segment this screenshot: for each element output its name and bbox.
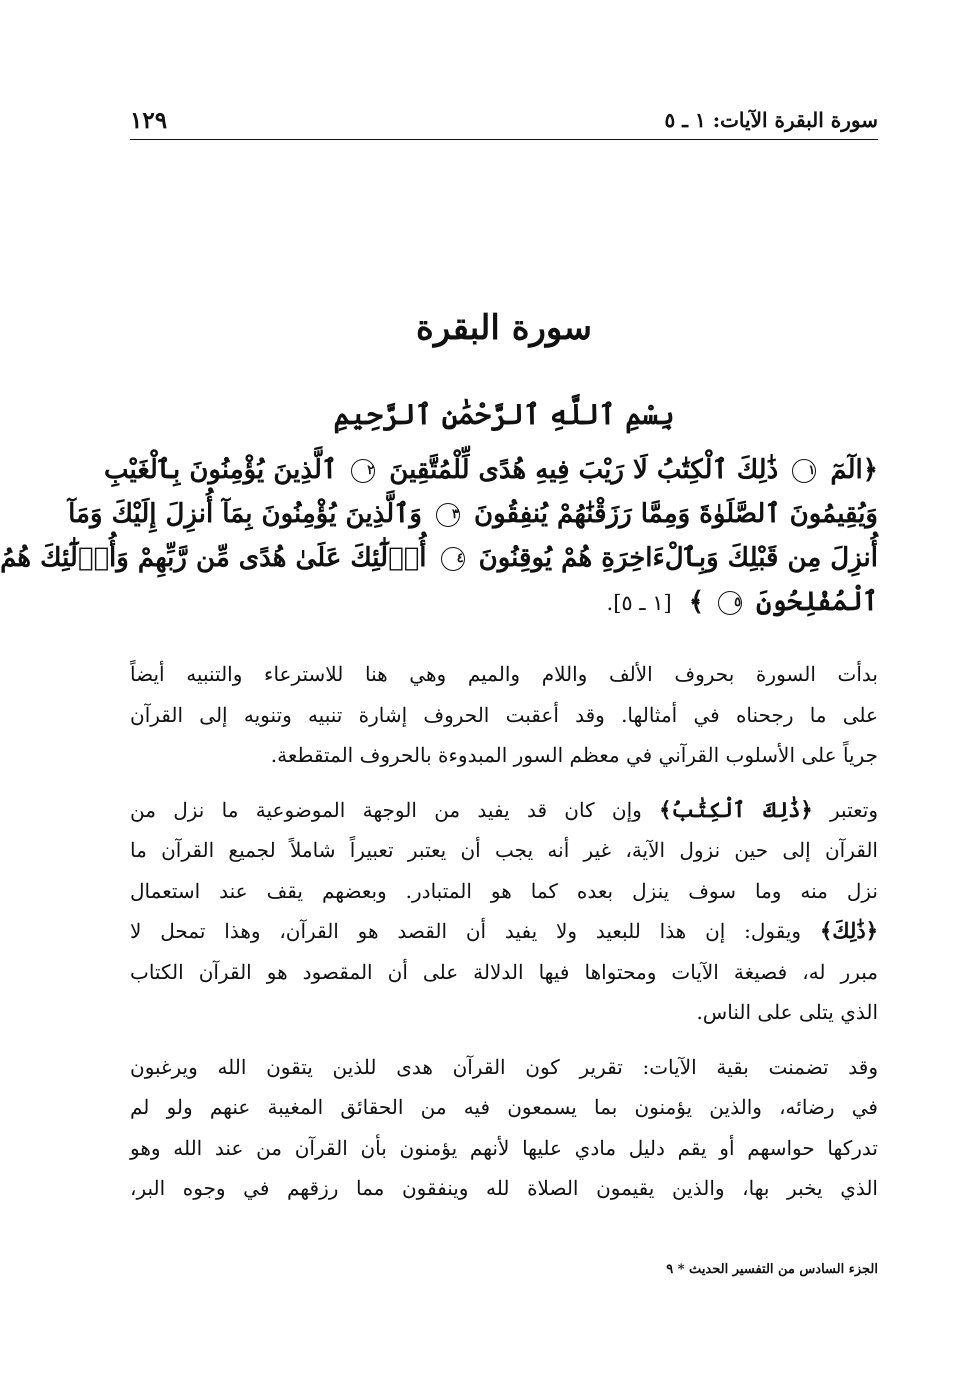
text-run: على ما رجحناه في أمثالها. وقد أعقبت الحروف إشارة تنبيه وتنويه إلى القرآن — [130, 702, 878, 727]
running-header — [130, 100, 878, 140]
page-number: ١٢٩ — [130, 106, 168, 134]
text-run: الذي يخبر بها، والذين يقيمون الصلاة لله وينفقون مما رزقهم في وجوه البر، — [130, 1176, 878, 1200]
text-line — [130, 1047, 878, 1088]
text-line — [130, 695, 878, 736]
verse-line-4 — [130, 580, 878, 624]
text-run: الذي يتلى على الناس. — [696, 1000, 878, 1024]
basmala: بِسْمِ ٱللَّهِ ٱلرَّحْمَٰنِ ٱلرَّحِيمِ — [333, 398, 675, 431]
printer-signature-mark: الجزء السادس من التفسير الحديث * ٩ — [666, 1262, 878, 1277]
text-line — [130, 911, 878, 952]
text-line — [130, 952, 878, 993]
verse-text: أُنزِلَ مِن قَبْلِكَ وَبِٱلْءَاخِرَةِ هُمْ يُوقِنُونَ — [478, 543, 878, 573]
text-run: وإن كان قد يفيد من الوجهة الموضوعية ما نزل من — [130, 797, 642, 822]
text-line — [130, 1128, 878, 1169]
paragraph-gap — [130, 776, 878, 790]
quran-verses-block — [0, 448, 878, 624]
header-rule — [130, 139, 878, 140]
text-run: وتعتبر — [830, 797, 878, 822]
paragraph-2 — [130, 790, 878, 1033]
text-run: وقد تضمنت بقية الآيات: تقرير كون القرآن هدى للذين يتقون الله ويرغبون — [130, 1054, 878, 1079]
text-line — [130, 790, 878, 831]
verse-reference: [١ ـ ٥]. — [606, 591, 672, 615]
verse-text: ﴿الٓمٓ — [830, 455, 878, 485]
text-run: ويقول: إن هذا للبعيد ولا يفيد أن القصد هو القرآن، وهذا تمحل لا — [130, 919, 802, 943]
running-title: سورة البقرة الآيات: ١ ـ ٥ — [664, 108, 878, 132]
verse-line-1 — [103, 448, 878, 492]
surah-title: سورة البقرة — [416, 308, 592, 348]
verse-text: وَٱلَّذِينَ يُؤْمِنُونَ بِمَآ أُنزِلَ إِلَيْكَ وَمَآ — [68, 499, 422, 529]
text-line — [130, 654, 878, 695]
text-run: جرياً على الأسلوب القرآني في معظم السور المبدوءة بالحروف المتقطعة. — [270, 743, 878, 767]
verse-line-2 — [68, 492, 878, 536]
ayah-number-marker: ٢ — [351, 459, 375, 483]
text-line — [130, 830, 878, 871]
verse-text: ذَٰلِكَ ٱلْكِتَٰبُ لَا رَيْبَ فِيهِ هُدًى لِّلْمُتَّقِينَ — [389, 455, 779, 485]
ayah-number-marker: ١ — [792, 459, 816, 483]
commentary-body — [130, 654, 878, 1209]
verse-line-3 — [0, 536, 878, 580]
text-line — [130, 735, 878, 776]
text-run: القرآن إلى حين نزول الآية، غير أنه يجب أن يعتبر تعبيراً شاملاً لجميع القرآن ما — [130, 838, 878, 862]
verse-text: أُو۟لَٰٓئِكَ عَلَىٰ هُدًى مِّن رَّبِّهِمْ وَأُو۟لَٰٓئِكَ هُمُ — [0, 543, 427, 573]
text-run: في رضائه، والذين يؤمنون بما يسمعون فيه من الحقائق المغيبة عنهم ولو لم — [130, 1095, 878, 1119]
text-run: مبرر له، فصيغة الآيات ومحتواها فيها الدلالة على أن المقصود هو القرآن الكتاب — [130, 959, 878, 984]
verse-text: وَيُقِيمُونَ ٱلصَّلَوٰةَ وَمِمَّا رَزَقْنَٰهُمْ يُنفِقُونَ — [474, 499, 878, 529]
quran-quote: ﴿ذَٰلِكَ﴾ — [819, 918, 878, 943]
paragraph-gap — [130, 1033, 878, 1047]
verse-text: ٱلْمُفْلِحُونَ — [756, 587, 878, 617]
paragraph-3 — [130, 1047, 878, 1209]
ayah-number-marker: ٣ — [436, 503, 460, 527]
text-line — [130, 1168, 878, 1209]
text-line — [130, 871, 878, 912]
text-run: تدركها حواسهم أو يقم دليل مادي عليها لأنهم يؤمنون بأن القرآن من عند الله وهو — [130, 1135, 878, 1160]
text-run: نزل منه وما سوف ينزل بعده كما هو المتبادر. وبعضهم يقف عند استعمال — [130, 878, 878, 903]
text-line — [130, 1087, 878, 1128]
verse-text: ﴾ — [688, 587, 704, 617]
text-run: بدأت السورة بحروف الألف واللام والميم وهي هنا للاسترعاء والتنبيه أيضاً — [130, 662, 878, 686]
quran-quote: ﴿ذَٰلِكَ ٱلْكِتَٰبُ﴾ — [659, 796, 813, 822]
paragraph-1 — [130, 654, 878, 776]
ayah-number-marker: ٥ — [718, 591, 742, 615]
ayah-number-marker: ٤ — [441, 547, 465, 571]
text-line — [130, 992, 878, 1033]
verse-text: ٱلَّذِينَ يُؤْمِنُونَ بِٱلْغَيْبِ — [103, 455, 338, 485]
